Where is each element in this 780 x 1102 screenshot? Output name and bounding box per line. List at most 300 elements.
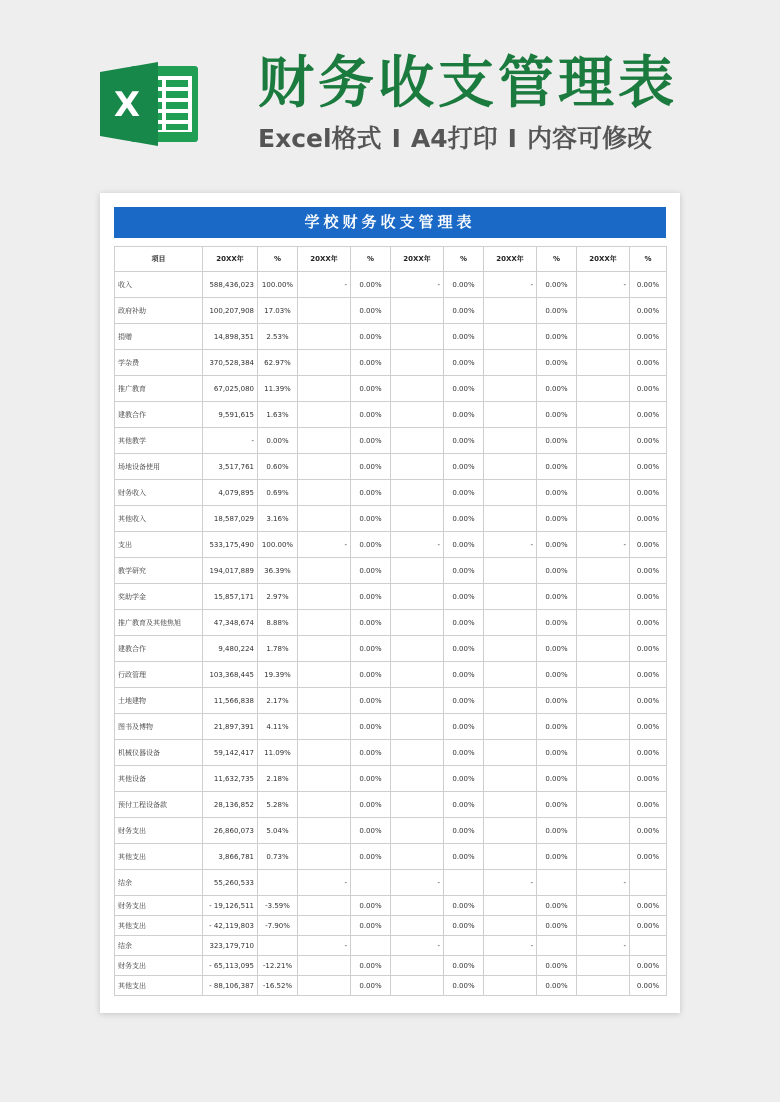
amount-cell[interactable]: 55,260,533 (203, 870, 258, 896)
percent-cell[interactable]: -7.90% (258, 916, 298, 936)
amount-cell[interactable] (577, 376, 630, 402)
amount-cell[interactable] (298, 428, 351, 454)
amount-cell[interactable]: 11,566,838 (203, 688, 258, 714)
amount-cell[interactable] (577, 766, 630, 792)
percent-cell[interactable]: 0.00% (630, 350, 667, 376)
amount-cell[interactable]: - 88,106,387 (203, 976, 258, 996)
amount-cell[interactable] (391, 766, 444, 792)
percent-cell[interactable] (258, 870, 298, 896)
amount-cell[interactable]: 9,591,615 (203, 402, 258, 428)
amount-cell[interactable] (391, 428, 444, 454)
amount-cell[interactable] (577, 916, 630, 936)
percent-cell[interactable]: 0.00% (444, 896, 484, 916)
amount-cell[interactable]: 59,142,417 (203, 740, 258, 766)
amount-cell[interactable] (298, 454, 351, 480)
percent-cell[interactable]: 0.00% (351, 298, 391, 324)
percent-cell[interactable]: 0.00% (537, 956, 577, 976)
amount-cell[interactable]: - (484, 272, 537, 298)
percent-cell[interactable]: -12.21% (258, 956, 298, 976)
amount-cell[interactable]: 67,025,080 (203, 376, 258, 402)
percent-cell[interactable]: 0.00% (444, 844, 484, 870)
percent-cell[interactable]: 0.00% (444, 956, 484, 976)
amount-cell[interactable] (298, 976, 351, 996)
percent-cell[interactable]: 0.00% (537, 610, 577, 636)
amount-cell[interactable] (577, 688, 630, 714)
percent-cell[interactable]: 0.00% (351, 376, 391, 402)
item-cell[interactable]: 奖助学金 (115, 584, 203, 610)
amount-cell[interactable] (298, 844, 351, 870)
percent-cell[interactable]: 0.00% (351, 324, 391, 350)
amount-cell[interactable] (577, 428, 630, 454)
amount-cell[interactable]: - (391, 936, 444, 956)
percent-cell[interactable]: 0.00% (351, 558, 391, 584)
percent-cell[interactable]: 19.39% (258, 662, 298, 688)
item-cell[interactable]: 教学研究 (115, 558, 203, 584)
amount-cell[interactable] (298, 688, 351, 714)
amount-cell[interactable] (577, 792, 630, 818)
amount-cell[interactable]: 9,480,224 (203, 636, 258, 662)
percent-cell[interactable]: 0.00% (630, 662, 667, 688)
item-cell[interactable]: 结余 (115, 870, 203, 896)
percent-cell[interactable] (537, 936, 577, 956)
percent-cell[interactable]: 0.00% (537, 324, 577, 350)
amount-cell[interactable] (484, 956, 537, 976)
amount-cell[interactable] (391, 298, 444, 324)
item-cell[interactable]: 其他收入 (115, 506, 203, 532)
amount-cell[interactable] (391, 792, 444, 818)
percent-cell[interactable]: 0.00% (444, 584, 484, 610)
amount-cell[interactable] (577, 584, 630, 610)
amount-cell[interactable]: 194,017,889 (203, 558, 258, 584)
percent-cell[interactable] (630, 870, 667, 896)
amount-cell[interactable] (484, 714, 537, 740)
amount-cell[interactable] (484, 916, 537, 936)
amount-cell[interactable] (298, 376, 351, 402)
amount-cell[interactable] (577, 844, 630, 870)
amount-cell[interactable] (484, 402, 537, 428)
item-cell[interactable]: 其他教学 (115, 428, 203, 454)
amount-cell[interactable]: 4,079,895 (203, 480, 258, 506)
amount-cell[interactable] (484, 584, 537, 610)
percent-cell[interactable]: 0.00% (444, 740, 484, 766)
percent-cell[interactable]: 0.00% (537, 766, 577, 792)
amount-cell[interactable] (298, 740, 351, 766)
amount-cell[interactable]: - 19,126,511 (203, 896, 258, 916)
item-cell[interactable]: 土地建物 (115, 688, 203, 714)
amount-cell[interactable] (484, 976, 537, 996)
amount-cell[interactable]: 11,632,735 (203, 766, 258, 792)
amount-cell[interactable]: - (577, 272, 630, 298)
percent-cell[interactable] (537, 870, 577, 896)
amount-cell[interactable] (391, 376, 444, 402)
percent-cell[interactable]: 0.00% (351, 714, 391, 740)
percent-cell[interactable] (351, 936, 391, 956)
amount-cell[interactable]: 370,528,384 (203, 350, 258, 376)
percent-cell[interactable]: 0.00% (444, 818, 484, 844)
amount-cell[interactable] (298, 714, 351, 740)
percent-cell[interactable]: 0.00% (537, 662, 577, 688)
percent-cell[interactable]: 0.00% (630, 636, 667, 662)
amount-cell[interactable] (577, 956, 630, 976)
percent-cell[interactable]: 0.00% (444, 272, 484, 298)
amount-cell[interactable] (577, 976, 630, 996)
percent-cell[interactable]: 0.00% (351, 532, 391, 558)
percent-cell[interactable]: 0.00% (444, 532, 484, 558)
amount-cell[interactable] (577, 454, 630, 480)
amount-cell[interactable] (577, 350, 630, 376)
amount-cell[interactable]: - (391, 870, 444, 896)
amount-cell[interactable]: 323,179,710 (203, 936, 258, 956)
amount-cell[interactable] (391, 324, 444, 350)
percent-cell[interactable]: 0.00% (630, 714, 667, 740)
percent-cell[interactable]: 0.00% (537, 740, 577, 766)
percent-cell[interactable]: 0.00% (351, 740, 391, 766)
percent-cell[interactable] (630, 936, 667, 956)
percent-cell[interactable]: 11.39% (258, 376, 298, 402)
percent-cell[interactable]: 0.00% (630, 584, 667, 610)
percent-cell[interactable]: 0.00% (351, 428, 391, 454)
amount-cell[interactable] (484, 506, 537, 532)
item-cell[interactable]: 收入 (115, 272, 203, 298)
percent-cell[interactable]: 0.00% (537, 844, 577, 870)
item-cell[interactable]: 财务支出 (115, 896, 203, 916)
amount-cell[interactable] (298, 480, 351, 506)
percent-cell[interactable]: 2.17% (258, 688, 298, 714)
percent-cell[interactable]: 0.00% (537, 714, 577, 740)
percent-cell[interactable]: 0.00% (351, 662, 391, 688)
percent-cell[interactable]: 0.00% (630, 454, 667, 480)
amount-cell[interactable] (577, 402, 630, 428)
item-cell[interactable]: 其他支出 (115, 844, 203, 870)
percent-cell[interactable]: 0.00% (537, 558, 577, 584)
amount-cell[interactable]: 100,207,908 (203, 298, 258, 324)
amount-cell[interactable]: 21,897,391 (203, 714, 258, 740)
amount-cell[interactable] (391, 844, 444, 870)
percent-cell[interactable]: 0.00% (537, 454, 577, 480)
percent-cell[interactable]: 8.88% (258, 610, 298, 636)
amount-cell[interactable] (484, 844, 537, 870)
percent-cell[interactable]: 0.00% (351, 792, 391, 818)
amount-cell[interactable]: 3,517,761 (203, 454, 258, 480)
amount-cell[interactable] (298, 662, 351, 688)
item-cell[interactable]: 建教合作 (115, 402, 203, 428)
percent-cell[interactable]: 0.00% (630, 740, 667, 766)
amount-cell[interactable] (577, 324, 630, 350)
percent-cell[interactable]: 0.00% (444, 324, 484, 350)
percent-cell[interactable]: 0.00% (444, 610, 484, 636)
percent-cell[interactable]: 0.00% (444, 714, 484, 740)
percent-cell[interactable]: 0.00% (537, 916, 577, 936)
amount-cell[interactable]: 103,368,445 (203, 662, 258, 688)
percent-cell[interactable] (444, 936, 484, 956)
amount-cell[interactable] (391, 916, 444, 936)
amount-cell[interactable] (391, 714, 444, 740)
percent-cell[interactable]: 0.00% (537, 428, 577, 454)
amount-cell[interactable]: 18,587,029 (203, 506, 258, 532)
amount-cell[interactable] (391, 662, 444, 688)
percent-cell[interactable]: 0.00% (351, 956, 391, 976)
percent-cell[interactable]: 5.28% (258, 792, 298, 818)
item-cell[interactable]: 政府补助 (115, 298, 203, 324)
percent-cell[interactable]: 0.00% (444, 916, 484, 936)
amount-cell[interactable] (484, 558, 537, 584)
amount-cell[interactable] (391, 636, 444, 662)
amount-cell[interactable] (484, 662, 537, 688)
amount-cell[interactable]: - (577, 936, 630, 956)
amount-cell[interactable]: - (298, 272, 351, 298)
amount-cell[interactable] (577, 610, 630, 636)
percent-cell[interactable]: 0.00% (630, 976, 667, 996)
percent-cell[interactable]: 0.00% (630, 916, 667, 936)
item-cell[interactable]: 其他支出 (115, 976, 203, 996)
amount-cell[interactable] (391, 688, 444, 714)
percent-cell[interactable]: 0.00% (630, 558, 667, 584)
percent-cell[interactable]: 1.63% (258, 402, 298, 428)
amount-cell[interactable] (577, 896, 630, 916)
percent-cell[interactable]: 0.00% (537, 532, 577, 558)
amount-cell[interactable]: - (203, 428, 258, 454)
percent-cell[interactable]: 2.53% (258, 324, 298, 350)
percent-cell[interactable]: 100.00% (258, 272, 298, 298)
percent-cell[interactable]: 36.39% (258, 558, 298, 584)
percent-cell[interactable]: 0.00% (537, 350, 577, 376)
percent-cell[interactable]: -16.52% (258, 976, 298, 996)
item-cell[interactable]: 场地设备使用 (115, 454, 203, 480)
amount-cell[interactable]: - (484, 870, 537, 896)
amount-cell[interactable]: - (391, 272, 444, 298)
percent-cell[interactable]: 0.00% (537, 298, 577, 324)
percent-cell[interactable]: 1.78% (258, 636, 298, 662)
percent-cell[interactable]: 0.00% (444, 506, 484, 532)
percent-cell[interactable]: 0.00% (537, 976, 577, 996)
item-cell[interactable]: 结余 (115, 936, 203, 956)
item-cell[interactable]: 预付工程设备款 (115, 792, 203, 818)
amount-cell[interactable] (484, 792, 537, 818)
amount-cell[interactable] (484, 688, 537, 714)
amount-cell[interactable]: 533,175,490 (203, 532, 258, 558)
percent-cell[interactable]: 0.00% (630, 792, 667, 818)
item-cell[interactable]: 支出 (115, 532, 203, 558)
amount-cell[interactable] (298, 792, 351, 818)
amount-cell[interactable] (484, 350, 537, 376)
percent-cell[interactable] (351, 870, 391, 896)
amount-cell[interactable] (391, 976, 444, 996)
percent-cell[interactable]: 0.00% (537, 792, 577, 818)
amount-cell[interactable] (577, 740, 630, 766)
amount-cell[interactable] (484, 454, 537, 480)
percent-cell[interactable]: 0.00% (537, 506, 577, 532)
percent-cell[interactable]: 0.00% (630, 688, 667, 714)
percent-cell[interactable]: 0.00% (351, 584, 391, 610)
percent-cell[interactable]: 0.00% (444, 350, 484, 376)
percent-cell[interactable]: 0.00% (630, 956, 667, 976)
amount-cell[interactable] (577, 558, 630, 584)
percent-cell[interactable]: 0.00% (444, 976, 484, 996)
amount-cell[interactable] (298, 584, 351, 610)
amount-cell[interactable]: 26,860,073 (203, 818, 258, 844)
percent-cell[interactable]: 11.09% (258, 740, 298, 766)
amount-cell[interactable] (298, 896, 351, 916)
percent-cell[interactable]: 0.00% (351, 454, 391, 480)
percent-cell[interactable]: 0.00% (351, 402, 391, 428)
amount-cell[interactable]: - (298, 870, 351, 896)
percent-cell[interactable]: 0.00% (444, 454, 484, 480)
percent-cell[interactable]: 2.18% (258, 766, 298, 792)
percent-cell[interactable]: 0.00% (351, 480, 391, 506)
amount-cell[interactable] (298, 402, 351, 428)
percent-cell[interactable]: 0.00% (444, 298, 484, 324)
amount-cell[interactable] (391, 818, 444, 844)
amount-cell[interactable] (391, 584, 444, 610)
amount-cell[interactable] (484, 324, 537, 350)
percent-cell[interactable]: 0.00% (630, 766, 667, 792)
percent-cell[interactable]: 0.00% (630, 428, 667, 454)
percent-cell[interactable]: 0.00% (351, 350, 391, 376)
percent-cell[interactable]: 0.00% (537, 636, 577, 662)
percent-cell[interactable]: 0.00% (444, 636, 484, 662)
amount-cell[interactable]: 3,866,781 (203, 844, 258, 870)
amount-cell[interactable] (577, 506, 630, 532)
item-cell[interactable]: 推广教育 (115, 376, 203, 402)
item-cell[interactable]: 财务收入 (115, 480, 203, 506)
amount-cell[interactable] (298, 916, 351, 936)
percent-cell[interactable]: 0.00% (537, 480, 577, 506)
amount-cell[interactable]: 14,898,351 (203, 324, 258, 350)
percent-cell[interactable] (258, 936, 298, 956)
amount-cell[interactable]: - (484, 936, 537, 956)
amount-cell[interactable] (391, 454, 444, 480)
percent-cell[interactable]: 0.00% (444, 428, 484, 454)
amount-cell[interactable] (391, 506, 444, 532)
amount-cell[interactable]: - (391, 532, 444, 558)
percent-cell[interactable]: 0.00% (630, 298, 667, 324)
percent-cell[interactable]: 0.00% (630, 376, 667, 402)
percent-cell[interactable]: 0.00% (444, 376, 484, 402)
percent-cell[interactable]: 0.00% (630, 480, 667, 506)
percent-cell[interactable]: 0.00% (444, 558, 484, 584)
item-cell[interactable]: 建教合作 (115, 636, 203, 662)
amount-cell[interactable] (484, 818, 537, 844)
percent-cell[interactable]: 0.00% (351, 916, 391, 936)
amount-cell[interactable] (484, 480, 537, 506)
amount-cell[interactable] (577, 662, 630, 688)
amount-cell[interactable] (391, 956, 444, 976)
amount-cell[interactable] (298, 636, 351, 662)
percent-cell[interactable]: 0.60% (258, 454, 298, 480)
percent-cell[interactable]: 0.00% (537, 688, 577, 714)
percent-cell[interactable]: 0.00% (630, 818, 667, 844)
percent-cell[interactable]: 0.00% (351, 818, 391, 844)
amount-cell[interactable] (298, 766, 351, 792)
amount-cell[interactable]: 28,136,852 (203, 792, 258, 818)
percent-cell[interactable]: 0.00% (444, 402, 484, 428)
amount-cell[interactable] (298, 506, 351, 532)
percent-cell[interactable]: 0.00% (444, 688, 484, 714)
percent-cell[interactable] (444, 870, 484, 896)
percent-cell[interactable]: 5.04% (258, 818, 298, 844)
amount-cell[interactable] (484, 636, 537, 662)
amount-cell[interactable] (577, 636, 630, 662)
percent-cell[interactable]: 17.03% (258, 298, 298, 324)
percent-cell[interactable]: 0.00% (351, 636, 391, 662)
amount-cell[interactable]: - (298, 936, 351, 956)
amount-cell[interactable] (298, 324, 351, 350)
amount-cell[interactable]: - (577, 870, 630, 896)
amount-cell[interactable] (577, 714, 630, 740)
amount-cell[interactable] (484, 896, 537, 916)
percent-cell[interactable]: 0.00% (351, 610, 391, 636)
item-cell[interactable]: 推广教育及其他焦旭 (115, 610, 203, 636)
amount-cell[interactable] (391, 480, 444, 506)
amount-cell[interactable] (298, 818, 351, 844)
item-cell[interactable]: 学杂费 (115, 350, 203, 376)
amount-cell[interactable]: 47,348,674 (203, 610, 258, 636)
amount-cell[interactable]: - 65,113,095 (203, 956, 258, 976)
percent-cell[interactable]: 0.00% (630, 896, 667, 916)
percent-cell[interactable]: 0.00% (351, 766, 391, 792)
percent-cell[interactable]: 0.00% (630, 506, 667, 532)
item-cell[interactable]: 财务支出 (115, 956, 203, 976)
percent-cell[interactable]: 100.00% (258, 532, 298, 558)
percent-cell[interactable]: 0.00% (258, 428, 298, 454)
amount-cell[interactable]: 15,857,171 (203, 584, 258, 610)
amount-cell[interactable]: - (298, 532, 351, 558)
amount-cell[interactable]: - (484, 532, 537, 558)
percent-cell[interactable]: 0.00% (630, 272, 667, 298)
percent-cell[interactable]: 0.00% (537, 272, 577, 298)
percent-cell[interactable]: 2.97% (258, 584, 298, 610)
amount-cell[interactable] (391, 350, 444, 376)
amount-cell[interactable] (298, 298, 351, 324)
percent-cell[interactable]: 0.73% (258, 844, 298, 870)
amount-cell[interactable] (577, 298, 630, 324)
amount-cell[interactable]: - 42,119,803 (203, 916, 258, 936)
amount-cell[interactable] (577, 818, 630, 844)
percent-cell[interactable]: 0.00% (537, 402, 577, 428)
percent-cell[interactable]: 0.00% (351, 976, 391, 996)
amount-cell[interactable] (484, 740, 537, 766)
item-cell[interactable]: 捐赠 (115, 324, 203, 350)
item-cell[interactable]: 其他设备 (115, 766, 203, 792)
amount-cell[interactable] (484, 298, 537, 324)
amount-cell[interactable] (298, 558, 351, 584)
percent-cell[interactable]: 62.97% (258, 350, 298, 376)
percent-cell[interactable]: 0.00% (630, 532, 667, 558)
percent-cell[interactable]: 0.69% (258, 480, 298, 506)
percent-cell[interactable]: 0.00% (630, 324, 667, 350)
item-cell[interactable]: 行政管理 (115, 662, 203, 688)
percent-cell[interactable]: 3.16% (258, 506, 298, 532)
amount-cell[interactable] (298, 350, 351, 376)
item-cell[interactable]: 其他支出 (115, 916, 203, 936)
amount-cell[interactable] (484, 766, 537, 792)
amount-cell[interactable] (391, 896, 444, 916)
amount-cell[interactable] (298, 956, 351, 976)
item-cell[interactable]: 机械仪器设备 (115, 740, 203, 766)
amount-cell[interactable] (484, 428, 537, 454)
amount-cell[interactable] (298, 610, 351, 636)
percent-cell[interactable]: -3.59% (258, 896, 298, 916)
amount-cell[interactable]: - (577, 532, 630, 558)
percent-cell[interactable]: 0.00% (537, 584, 577, 610)
percent-cell[interactable]: 0.00% (351, 844, 391, 870)
percent-cell[interactable]: 0.00% (537, 376, 577, 402)
amount-cell[interactable] (391, 558, 444, 584)
item-cell[interactable]: 图书及博物 (115, 714, 203, 740)
percent-cell[interactable]: 0.00% (444, 792, 484, 818)
amount-cell[interactable] (484, 610, 537, 636)
amount-cell[interactable]: 588,436,023 (203, 272, 258, 298)
